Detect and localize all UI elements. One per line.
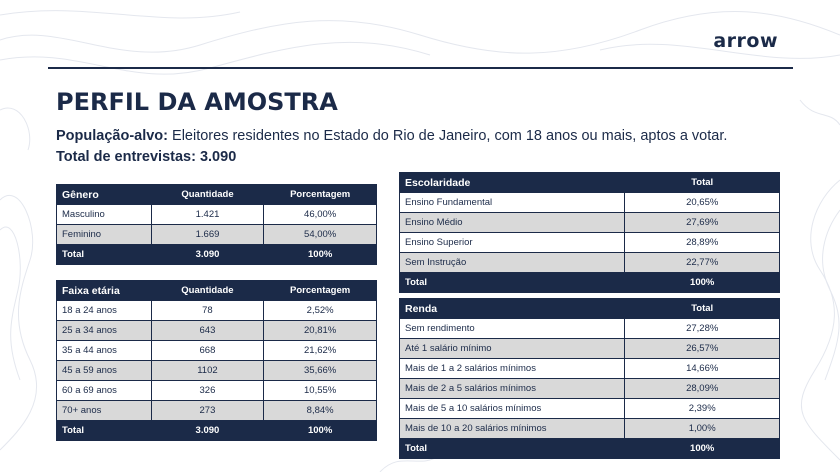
- table-cell: Ensino Superior: [400, 233, 625, 253]
- table-cell: Total: [400, 273, 625, 293]
- column-header: Quantidade: [151, 281, 264, 301]
- table-cell: 100%: [625, 439, 780, 459]
- table-cell: 18 a 24 anos: [57, 301, 152, 321]
- table-cell: 35,66%: [264, 361, 377, 381]
- table-cell: Sem Instrução: [400, 253, 625, 273]
- table-cell: Total: [57, 245, 152, 265]
- table-cell: 273: [151, 401, 264, 421]
- renda-table: [399, 298, 780, 459]
- table-row: [57, 381, 377, 401]
- table-row: [400, 193, 780, 213]
- total-interviews: Total de entrevistas: 3.090: [56, 149, 237, 165]
- table-header-row: [57, 185, 377, 205]
- column-header: Total: [625, 299, 780, 319]
- table-cell: 27,69%: [625, 213, 780, 233]
- table-cell: 3.090: [151, 245, 264, 265]
- column-header: Quantidade: [151, 185, 264, 205]
- table-row: [57, 225, 377, 245]
- table-header-row: [400, 173, 780, 193]
- table-row: [57, 321, 377, 341]
- table-cell: 78: [151, 301, 264, 321]
- table-cell: Ensino Médio: [400, 213, 625, 233]
- table-cell: 54,00%: [264, 225, 377, 245]
- table-cell: 3.090: [151, 421, 264, 441]
- table-cell: 35 a 44 anos: [57, 341, 152, 361]
- table-cell: 1102: [151, 361, 264, 381]
- table-cell: 326: [151, 381, 264, 401]
- table-cell: 20,81%: [264, 321, 377, 341]
- population-text: Eleitores residentes no Estado do Rio de Janeiro, com 18 anos ou mais, aptos a votar.: [168, 128, 728, 144]
- table-header-row: [400, 299, 780, 319]
- escolaridade-table: [399, 172, 780, 293]
- table-cell: 27,28%: [625, 319, 780, 339]
- table-cell: Mais de 1 a 2 salários mínimos: [400, 359, 625, 379]
- table-cell: Mais de 5 a 10 salários mínimos: [400, 399, 625, 419]
- table-cell: 8,84%: [264, 401, 377, 421]
- table-cell: Até 1 salário mínimo: [400, 339, 625, 359]
- genero-table: [56, 184, 377, 265]
- table-row: [400, 379, 780, 399]
- table-total-row: [57, 421, 377, 441]
- column-header: Faixa etária: [57, 281, 152, 301]
- table-cell: 1.669: [151, 225, 264, 245]
- table-cell: 22,77%: [625, 253, 780, 273]
- table-row: [57, 301, 377, 321]
- table-cell: 668: [151, 341, 264, 361]
- table-row: [400, 419, 780, 439]
- brand-logo: arrow: [713, 30, 778, 52]
- population-line: [56, 128, 727, 144]
- column-header: Total: [625, 173, 780, 193]
- table-cell: 1.421: [151, 205, 264, 225]
- table-row: [57, 361, 377, 381]
- table-cell: 20,65%: [625, 193, 780, 213]
- table-cell: 45 a 59 anos: [57, 361, 152, 381]
- table-cell: 25 a 34 anos: [57, 321, 152, 341]
- table-cell: Mais de 10 a 20 salários mínimos: [400, 419, 625, 439]
- table-cell: 100%: [264, 421, 377, 441]
- table-row: [400, 399, 780, 419]
- table-cell: 2,39%: [625, 399, 780, 419]
- table-cell: 28,09%: [625, 379, 780, 399]
- table-cell: 46,00%: [264, 205, 377, 225]
- table-header-row: [57, 281, 377, 301]
- table-total-row: [400, 439, 780, 459]
- table-cell: Sem rendimento: [400, 319, 625, 339]
- table-cell: 28,89%: [625, 233, 780, 253]
- header-divider: [48, 67, 793, 69]
- table-row: [400, 339, 780, 359]
- table-cell: 21,62%: [264, 341, 377, 361]
- table-row: [400, 359, 780, 379]
- table-cell: 60 a 69 anos: [57, 381, 152, 401]
- table-cell: 70+ anos: [57, 401, 152, 421]
- table-cell: Total: [57, 421, 152, 441]
- table-cell: Mais de 2 a 5 salários mínimos: [400, 379, 625, 399]
- table-total-row: [57, 245, 377, 265]
- table-total-row: [400, 273, 780, 293]
- column-header: Gênero: [57, 185, 152, 205]
- table-cell: 100%: [264, 245, 377, 265]
- table-cell: Ensino Fundamental: [400, 193, 625, 213]
- table-row: [57, 341, 377, 361]
- table-cell: Total: [400, 439, 625, 459]
- table-cell: 2,52%: [264, 301, 377, 321]
- column-header: Renda: [400, 299, 625, 319]
- table-cell: Masculino: [57, 205, 152, 225]
- table-cell: 26,57%: [625, 339, 780, 359]
- population-label: População-alvo:: [56, 128, 168, 144]
- table-cell: 100%: [625, 273, 780, 293]
- column-header: Porcentagem: [264, 281, 377, 301]
- page-title: PERFIL DA AMOSTRA: [56, 88, 338, 116]
- table-cell: 10,55%: [264, 381, 377, 401]
- table-cell: 1,00%: [625, 419, 780, 439]
- table-cell: 14,66%: [625, 359, 780, 379]
- table-row: [400, 319, 780, 339]
- table-row: [400, 253, 780, 273]
- table-row: [57, 401, 377, 421]
- table-row: [57, 205, 377, 225]
- table-row: [400, 233, 780, 253]
- table-cell: 643: [151, 321, 264, 341]
- table-cell: Feminino: [57, 225, 152, 245]
- table-row: [400, 213, 780, 233]
- faixa-etaria-table: [56, 280, 377, 441]
- column-header: Escolaridade: [400, 173, 625, 193]
- column-header: Porcentagem: [264, 185, 377, 205]
